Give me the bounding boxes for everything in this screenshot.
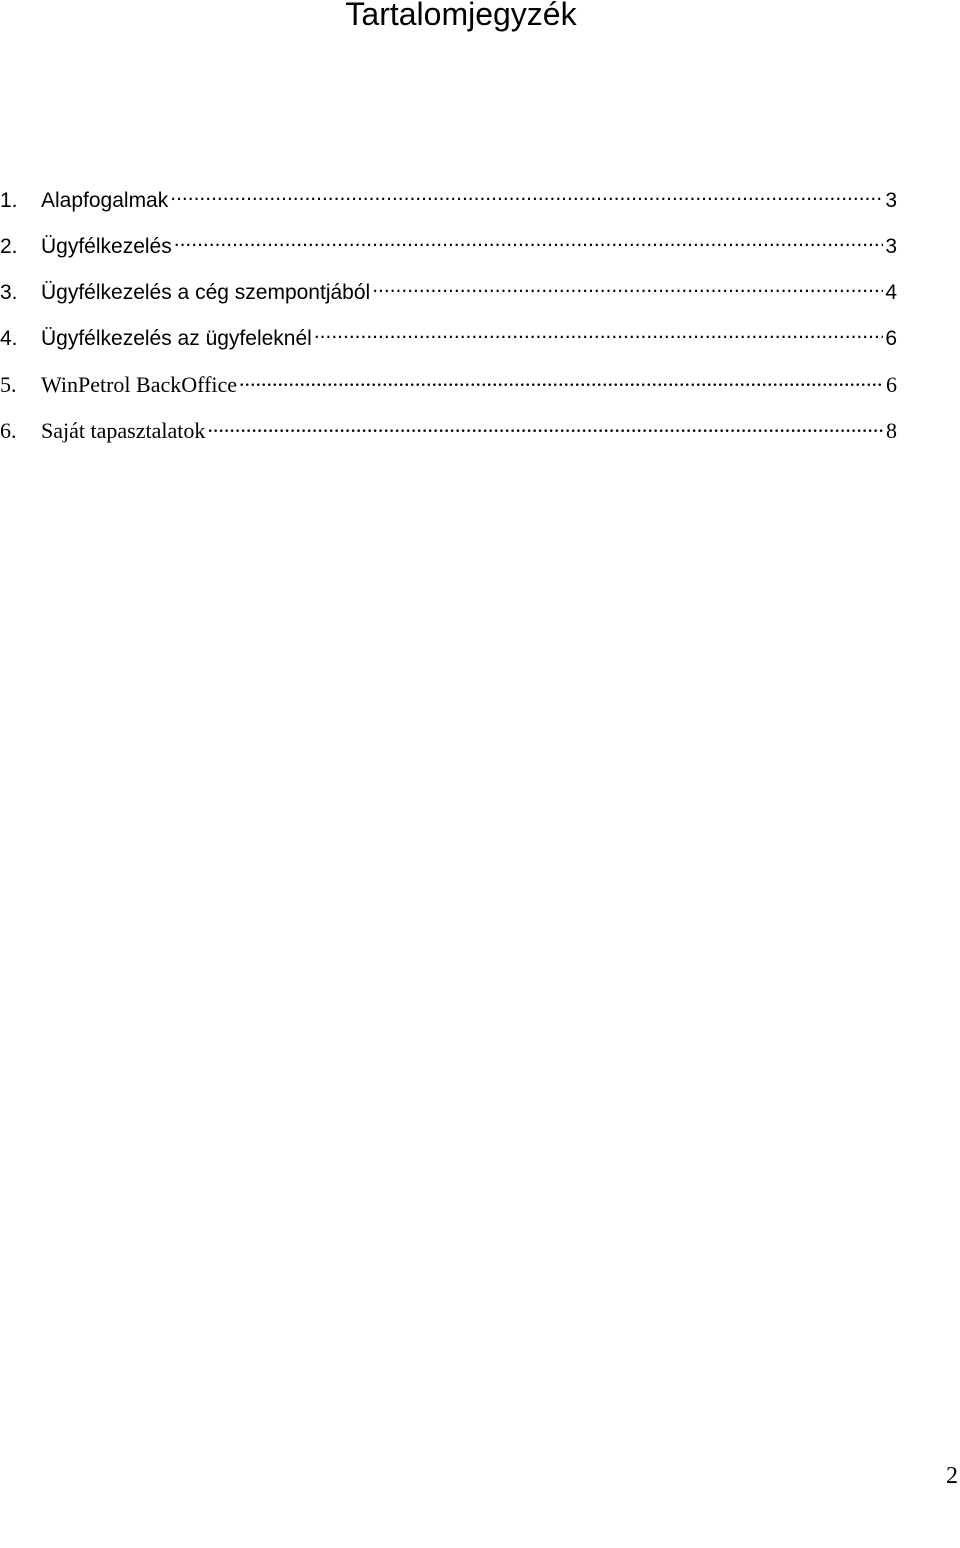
toc-title: Tartalomjegyzék [345, 0, 577, 32]
toc-entry-label: Alapfogalmak [41, 189, 169, 212]
toc-entry-page: 3 [885, 189, 897, 212]
toc-entry-label: WinPetrol BackOffice [41, 372, 238, 397]
toc-entry-label: Saját tapasztalatok [41, 418, 206, 443]
toc-entry-label: Ügyfélkezelés [41, 235, 172, 258]
page-number: 2 [946, 1463, 958, 1489]
table-of-contents [0, 185, 897, 461]
toc-entry-number: 3. [0, 281, 18, 304]
toc-entry-number: 4. [0, 327, 18, 350]
toc-dot-leader [239, 370, 883, 392]
toc-entry-number: 1. [0, 189, 18, 212]
toc-entry-5[interactable] [0, 369, 897, 415]
toc-entry-page: 8 [886, 418, 897, 443]
toc-entry-page: 3 [885, 235, 897, 258]
toc-dot-leader [314, 324, 883, 345]
toc-entry-number: 5. [0, 372, 17, 397]
toc-entry-page: 6 [885, 327, 897, 350]
toc-entry-1[interactable] [0, 185, 897, 231]
toc-entry-label: Ügyfélkezelés a cég szempontjából [41, 281, 371, 304]
toc-entry-4[interactable] [0, 323, 897, 369]
toc-entry-number: 6. [0, 418, 17, 443]
toc-entry-page: 4 [885, 281, 897, 304]
toc-entry-6[interactable] [0, 415, 897, 461]
toc-dot-leader [174, 232, 883, 253]
toc-dot-leader [372, 278, 883, 299]
toc-dot-leader [207, 416, 883, 438]
toc-dot-leader [170, 186, 883, 207]
toc-entry-number: 2. [0, 235, 18, 258]
toc-entry-2[interactable] [0, 231, 897, 277]
toc-entry-page: 6 [886, 372, 897, 397]
toc-entry-label: Ügyfélkezelés az ügyfeleknél [41, 327, 312, 350]
toc-entry-3[interactable] [0, 277, 897, 323]
